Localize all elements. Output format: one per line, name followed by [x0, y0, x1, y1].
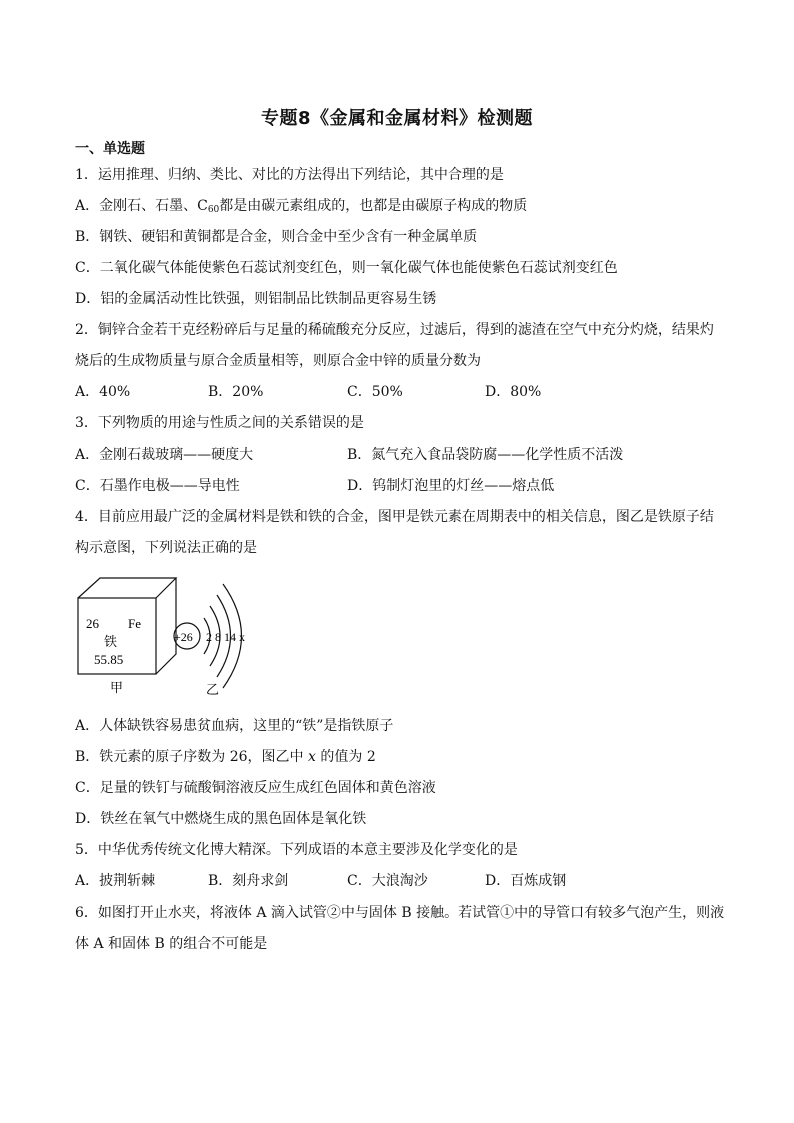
- q4-option-b-post: 的值为 2: [315, 749, 376, 765]
- iron-element-figure: [70, 570, 270, 700]
- q4-stem-line2: 构示意图，下列说法正确的是: [75, 540, 257, 556]
- q4-stem-line1: 4．目前应用最广泛的金属材料是铁和铁的合金，图甲是铁元素在周期表中的相关信息，图乙是铁原子结: [75, 509, 714, 525]
- q1-option-a: [75, 196, 527, 220]
- q1-option-c: C．二氧化碳气体能使紫色石蕊试剂变红色，则一氧化碳气体也能使紫色石蕊试剂变红色: [75, 260, 618, 276]
- q3-stem: 3．下列物质的用途与性质之间的关系错误的是: [75, 415, 364, 431]
- q3-option-c: C．石墨作电极——导电性: [75, 478, 240, 494]
- q1-option-a-pre: A．金刚石、石墨、C: [75, 198, 208, 214]
- q4-option-b: [75, 747, 376, 767]
- q4-option-a: A．人体缺铁容易患贫血病，这里的“铁”是指铁原子: [75, 718, 394, 734]
- q5-option-b: B．刻舟求剑: [208, 873, 289, 889]
- q4-option-b-pre: B．铁元素的原子序数为 26，图乙中: [75, 749, 309, 765]
- atomic-number: 26: [86, 616, 99, 631]
- q1-option-a-sub: 60: [207, 205, 220, 215]
- q3-option-b: B．氮气充入食品袋防腐——化学性质不活泼: [347, 447, 624, 463]
- q1-option-a-post: 都是由碳元素组成的，也都是由碳原子构成的物质: [219, 198, 528, 214]
- q4-option-b-var: x: [308, 749, 316, 765]
- element-symbol: Fe: [128, 616, 141, 631]
- q1-option-b: B．钢铁、硬铝和黄铜都是合金，则合金中至少含有一种金属单质: [75, 229, 478, 245]
- nucleus-charge: +26: [174, 630, 193, 644]
- figure-label-b: 乙: [206, 682, 220, 697]
- q2-stem-line1: 2．铜锌合金若干克经粉碎后与足量的稀硫酸充分反应，过滤后，得到的滤渣在空气中充分灼烧，结果灼: [75, 322, 714, 338]
- q2-option-d: D．80%: [485, 384, 542, 400]
- electron-counts: 2 8 14 x: [206, 630, 245, 644]
- q5-option-c: C．大浪淘沙: [347, 873, 428, 889]
- q3-option-d: D．钨制灯泡里的灯丝——熔点低: [347, 478, 555, 494]
- q5-option-d: D．百炼成钢: [485, 873, 567, 889]
- section-heading: 一、单选题: [75, 141, 145, 157]
- q4-option-c: C．足量的铁钉与硫酸铜溶液反应生成红色固体和黄色溶液: [75, 780, 436, 796]
- q6-stem-line2: 体 A 和固体 B 的组合不可能是: [75, 936, 268, 952]
- q2-stem-line2: 烧后的生成物质量与原合金质量相等，则原合金中锌的质量分数为: [75, 353, 481, 369]
- q5-stem: 5．中华优秀传统文化博大精深。下列成语的本意主要涉及化学变化的是: [75, 842, 518, 858]
- q6-stem-line1: 6．如图打开止水夹，将液体 A 滴入试管②中与固体 B 接触。若试管①中的导管口有较多气泡产生，则液: [75, 905, 725, 921]
- q1-stem: 1．运用推理、归纳、类比、对比的方法得出下列结论，其中合理的是: [75, 167, 504, 183]
- document-title: 专题8《金属和金属材料》检测题: [260, 108, 534, 129]
- element-name: 铁: [104, 634, 118, 649]
- q2-option-c: C．50%: [347, 384, 403, 400]
- q2-option-b: B．20%: [208, 384, 264, 400]
- q1-option-d: D．铝的金属活动性比铁强，则铝制品比铁制品更容易生锈: [75, 291, 437, 307]
- q2-option-a: A．40%: [75, 384, 131, 400]
- q4-option-d: D．铁丝在氧气中燃烧生成的黑色固体是氧化铁: [75, 811, 367, 827]
- atomic-mass: 55.85: [94, 652, 124, 667]
- q3-option-a: A．金刚石裁玻璃——硬度大: [75, 447, 254, 463]
- q5-option-a: A．披荆斩棘: [75, 873, 156, 889]
- figure-label-a: 甲: [110, 680, 124, 695]
